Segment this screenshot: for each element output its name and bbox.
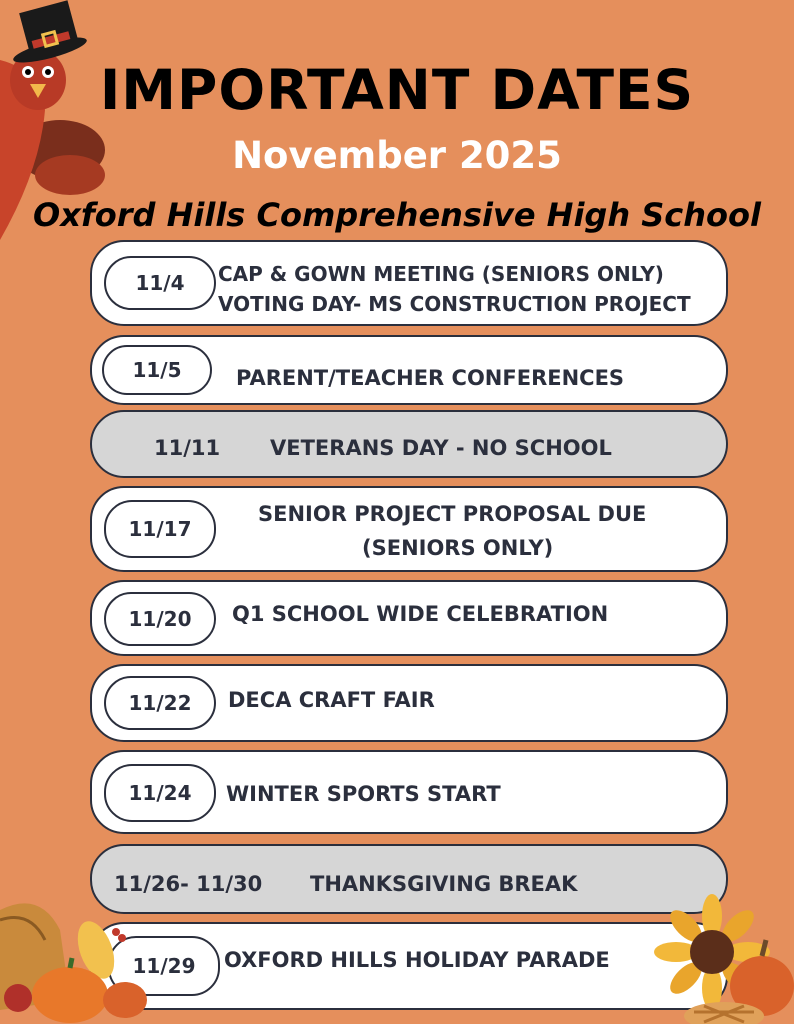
event-title: WINTER SPORTS START (226, 782, 501, 806)
event-title: VOTING DAY- MS CONSTRUCTION PROJECT (218, 292, 691, 316)
event-title: PARENT/TEACHER CONFERENCES (236, 366, 625, 390)
event-row (90, 664, 728, 742)
event-date: 11/17 (104, 500, 216, 558)
event-date: 11/5 (102, 345, 212, 395)
event-date: 11/22 (104, 676, 216, 730)
event-title: OXFORD HILLS HOLIDAY PARADE (224, 948, 610, 972)
harvest-cornucopia-icon (0, 890, 150, 1024)
event-date: 11/20 (104, 592, 216, 646)
event-row (90, 335, 728, 405)
event-row-holiday (90, 410, 728, 478)
event-title: THANKSGIVING BREAK (310, 872, 578, 896)
event-date: 11/4 (104, 256, 216, 310)
month-subtitle: November 2025 (232, 134, 562, 177)
event-title: Q1 SCHOOL WIDE CELEBRATION (232, 602, 609, 626)
page-title: IMPORTANT DATES (99, 58, 695, 122)
event-row-holiday (90, 844, 728, 914)
event-row (90, 922, 728, 1010)
event-row (90, 580, 728, 656)
event-title: (SENIORS ONLY) (362, 536, 554, 560)
event-date: 11/26- 11/30 (114, 872, 263, 896)
event-title: CAP & GOWN MEETING (SENIORS ONLY) (218, 262, 664, 286)
event-row (90, 240, 728, 326)
event-row (90, 750, 728, 834)
event-title: VETERANS DAY - NO SCHOOL (270, 436, 612, 460)
school-name: Oxford Hills Comprehensive High School (33, 196, 761, 234)
event-date: 11/29 (108, 936, 220, 996)
sunflower-pumpkin-icon (654, 894, 794, 1024)
event-title: DECA CRAFT FAIR (228, 688, 435, 712)
event-row (90, 486, 728, 572)
event-title: SENIOR PROJECT PROPOSAL DUE (258, 502, 647, 526)
event-date: 11/11 (154, 436, 221, 460)
event-date: 11/24 (104, 764, 216, 822)
